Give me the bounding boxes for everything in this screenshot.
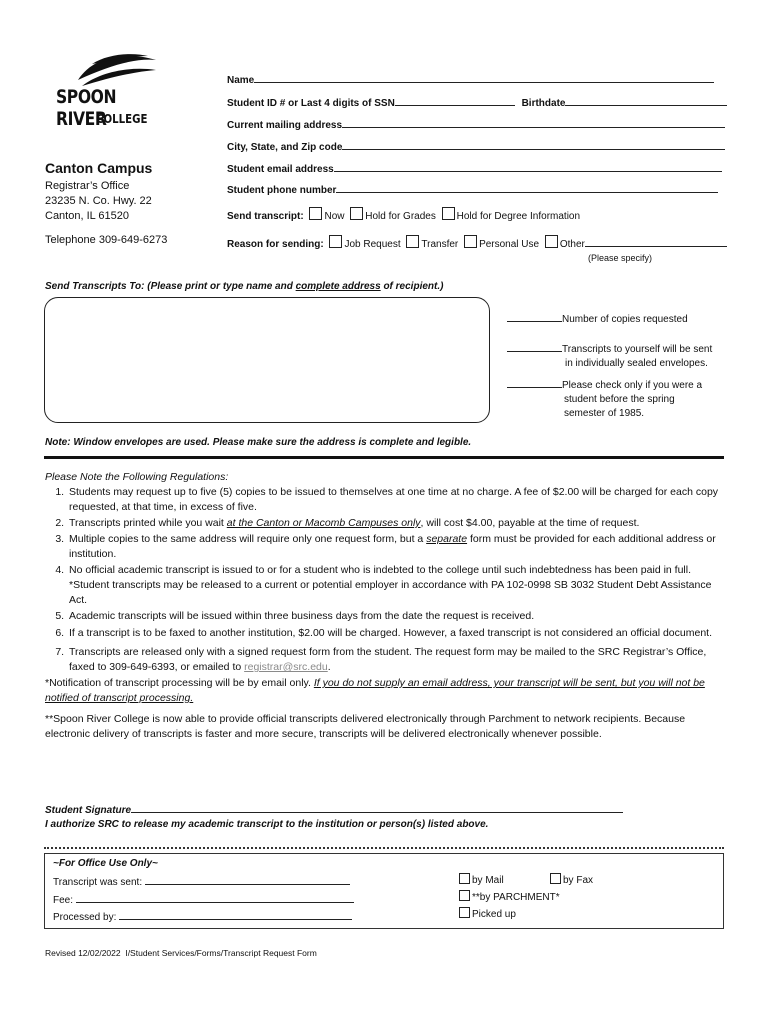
other-input[interactable] [585,236,727,247]
hold-degree-label: Hold for Degree Information [456,211,581,222]
regulation-2 [67,516,725,531]
by-mail-label: by Mail [472,875,504,886]
regulation-7 [67,645,725,675]
to-yourself-row [507,341,712,371]
signature-label: Student Signature [45,805,132,816]
regulation-6 [67,625,725,642]
student-id-row [227,95,727,109]
office-sent-label: Transcript was sent: [53,877,143,888]
by-parchment-label: **by PARCHMENT* [472,892,560,903]
personal-use-label: Personal Use [479,239,540,250]
office-sent-input[interactable] [145,874,350,885]
parchment-note: **Spoon River College is now able to provide official transcripts delivered electronically through Parchment to network recipients. Because electronic delivery of transcripts is faster and more secure, transcripts will be delivered electronically whenever possible. [45,713,686,740]
campus-name: Canton Campus [45,160,153,176]
by-fax-checkbox[interactable] [550,873,561,884]
pre1985-row [507,377,702,421]
regulation-3-post: form must be provided for each additional address or institution. [69,533,716,560]
by-fax-label: by Fax [563,875,594,886]
city-label: City, State, and Zip code [227,142,343,153]
authorize-statement: I authorize SRC to release my academic transcript to the institution or person(s) listed above. [45,819,489,830]
email-input[interactable] [334,161,722,172]
revision-footer: Revised 12/02/2022 I/Student Services/Forms/Transcript Request Form [45,948,317,958]
reason-row [227,235,727,250]
leaf-logo-icon [52,50,182,90]
office-parchment-row [459,890,560,903]
office-fee-input[interactable] [76,892,354,903]
office-fee-row [53,892,354,906]
signature-row [45,802,623,816]
window-envelope-note: Note: Window envelopes are used. Please make sure the address is complete and legible. [45,437,472,448]
regulation-1-text: Students may request up to five (5) copies to be issued to themselves at one time at no charge. A fee of $2.00 will be charged for each copy requested, at that time, in excess of five. [69,486,719,513]
regulation-1 [67,485,725,515]
copies-input[interactable] [507,311,562,322]
regulation-3-emphasis: separate [426,533,468,545]
regulation-7-post: . [327,661,331,673]
name-label: Name [227,75,255,86]
regulation-2-emphasis: at the Canton or Macomb Campuses only [226,517,421,529]
send-transcript-row [227,207,580,222]
job-request-checkbox[interactable] [329,235,342,248]
transfer-label: Transfer [421,239,459,250]
campus-telephone: Telephone 309-649-6273 [45,234,168,246]
phone-input[interactable] [336,182,718,193]
regulation-5-text: Academic transcripts will be issued within three business days from the date the request is received. [69,610,535,622]
transfer-checkbox[interactable] [406,235,419,248]
send-to-label-post: of recipient.) [380,281,444,292]
regulation-6-text: If a transcript is to be faxed to another institution, $2.00 will be charged. However, a faxed transcript is not considered an official document. [69,627,712,639]
notification-emphasis: If you do not supply an email address, your transcript will be sent, but you will not be notified of transcript processing. [45,677,705,704]
send-transcript-label: Send transcript: [227,211,304,222]
office-fee-label: Fee: [53,895,74,906]
office-processed-row [53,909,352,923]
office-sent-row [53,874,350,888]
office-mail-row [459,873,504,886]
student-id-label: Student ID # or Last 4 digits of SSN [227,98,395,109]
office-use-box [44,853,724,929]
send-now-label: Now [324,211,345,222]
office-picked-row [459,907,516,920]
picked-up-checkbox[interactable] [459,907,470,918]
copies-label: Number of copies requested [562,314,688,325]
copies-row [507,311,688,325]
notification-pre: *Notification of transcript processing will be by email only. [45,677,314,689]
to-yourself-line2: in individually sealed envelopes. [565,358,708,369]
other-label: Other [559,239,585,250]
email-row [227,161,722,175]
mailing-label: Current mailing address [227,120,343,131]
registrar-email-link[interactable]: registrar@src.edu [244,661,328,673]
reason-label: Reason for sending: [227,239,324,250]
regulations-heading: Please Note the Following Regulations: [45,471,229,483]
pre1985-input[interactable] [507,377,562,388]
regulations-section [45,470,725,742]
by-mail-checkbox[interactable] [459,873,470,884]
notification-note [45,676,725,706]
pre1985-line3: semester of 1985. [564,408,645,419]
office-title: ~For Office Use Only~ [53,858,158,869]
other-checkbox[interactable] [545,235,558,248]
to-yourself-line1: Transcripts to yourself will be sent [562,344,713,355]
regulation-7-pre: Transcripts are released only with a signed request form from the student. The request form may be mailed to the SRC Registrar’s Office, faxed to 309-649-6393, or emailed to [69,646,707,673]
section-divider [44,456,724,459]
dotted-divider [44,847,724,849]
regulation-5 [67,609,725,624]
please-specify: (Please specify) [588,253,653,263]
city-input[interactable] [342,139,725,150]
pre1985-line1: Please check only if you were a [562,380,703,391]
office-fax-row [550,873,593,886]
campus-street: 23235 N. Co. Hwy. 22 [45,195,152,207]
pre1985-line2: student before the spring [564,394,675,405]
recipient-address-box[interactable] [44,297,490,423]
job-request-label: Job Request [344,239,401,250]
mailing-input[interactable] [342,117,725,128]
student-id-input[interactable] [395,95,515,106]
regulation-3 [67,532,725,562]
city-row [227,139,725,153]
send-to-label-pre: Send Transcripts To: (Please print or type name and [45,281,296,292]
campus-address [45,179,152,224]
signature-input[interactable] [131,802,623,813]
name-row [227,72,714,86]
campus-city: Canton, IL 61520 [45,210,129,222]
office-processed-input[interactable] [119,909,352,920]
regulation-4-text: No official academic transcript is issued to or for a student who is indebted to the college until such indebtedness has been paid in full. *Student transcripts may be released to a current or potential employer in accordance with PA 102-0998 SB 3032 Student Debt Assistance Act. [69,564,712,606]
picked-up-label: Picked up [472,909,516,920]
send-to-label [45,281,443,292]
birthdate-label: Birthdate [521,98,566,109]
by-parchment-checkbox[interactable] [459,890,470,901]
hold-degree-checkbox[interactable] [442,207,455,220]
personal-use-checkbox[interactable] [464,235,477,248]
name-input[interactable] [254,72,714,83]
birthdate-input[interactable] [565,95,727,106]
email-label: Student email address [227,164,334,175]
send-now-checkbox[interactable] [309,207,322,220]
logo-line2: COLLEGE [96,112,148,126]
regulation-4 [67,563,725,608]
mailing-row [227,117,725,131]
to-yourself-input[interactable] [507,341,562,352]
phone-row [227,182,718,196]
regulation-2-pre: Transcripts printed while you wait [69,517,227,529]
logo-line1: SPOON RIVER [56,86,117,130]
hold-grades-label: Hold for Grades [365,211,436,222]
send-to-label-underlined: complete address [295,281,381,292]
registrar-office: Registrar’s Office [45,180,130,192]
hold-grades-checkbox[interactable] [350,207,363,220]
college-logo [52,50,182,135]
regulation-3-pre: Multiple copies to the same address will require only one request form, but a [69,533,427,545]
phone-label: Student phone number [227,185,337,196]
regulation-2-post: , will cost $4.00, payable at the time of request. [420,517,640,529]
office-processed-label: Processed by: [53,912,117,923]
